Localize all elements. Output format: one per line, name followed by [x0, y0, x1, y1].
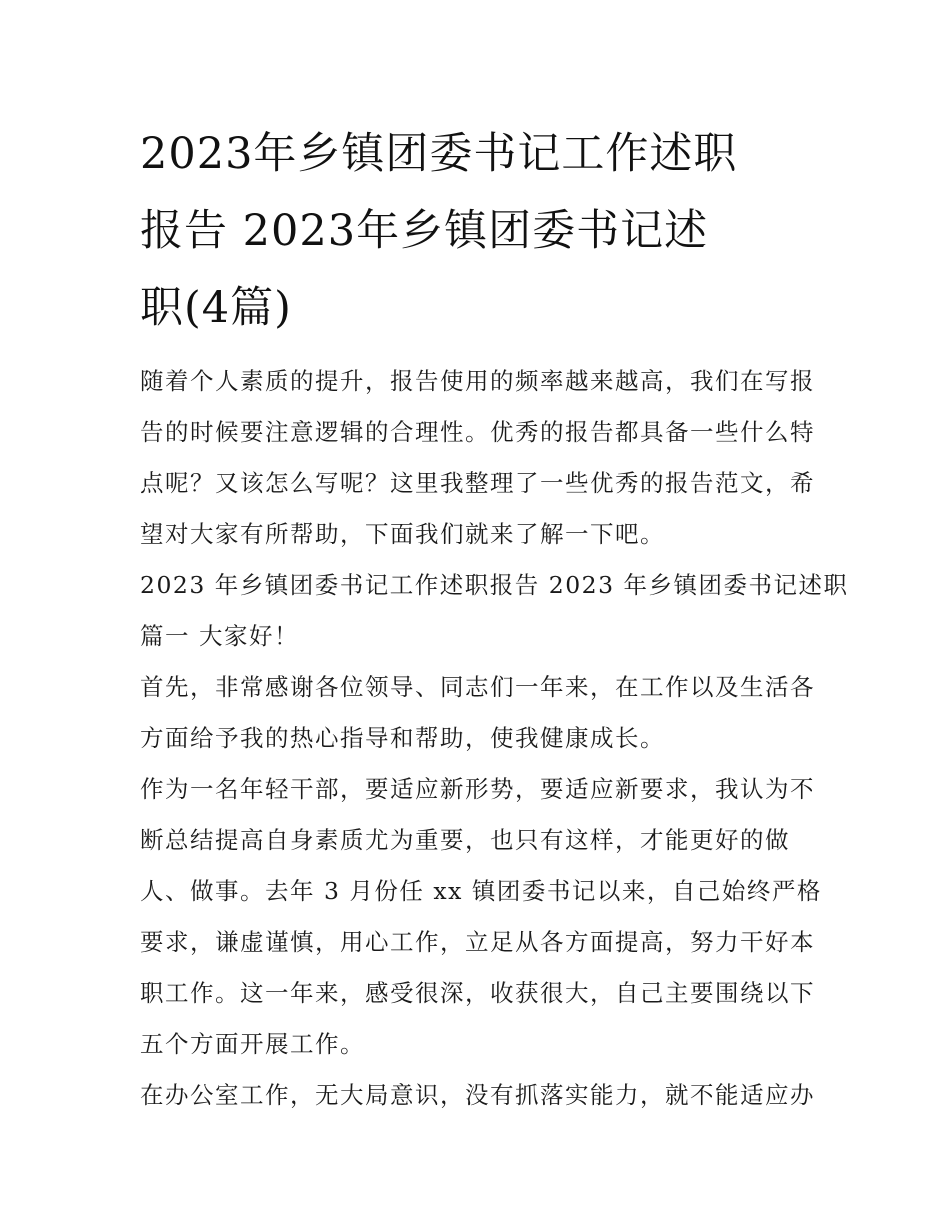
paragraph-line: 2023 年乡镇团委书记工作述职报告 2023 年乡镇团委书记述职: [140, 571, 849, 599]
paragraph-thanks: [140, 662, 820, 764]
paragraph-line: 篇一 大家好！: [140, 622, 299, 650]
title-line-2: 报告 2023年乡镇团委书记述: [140, 206, 709, 256]
title-line-1: 2023年乡镇团委书记工作述职: [140, 129, 738, 179]
document-body: [140, 356, 849, 1121]
document-title: [140, 116, 820, 347]
paragraph-line: 要求，谦虚谨慎，用心工作，立足从各方面提高，努力干好本: [140, 928, 815, 956]
paragraph-self-summary: [140, 764, 820, 1070]
paragraph-line: 点呢？又该怎么写呢？这里我整理了一些优秀的报告范文，希: [140, 469, 815, 497]
paragraph-line: 职工作。这一年来，感受很深，收获很大，自己主要围绕以下: [140, 979, 815, 1007]
paragraph-line: 望对大家有所帮助，下面我们就来了解一下吧。: [140, 520, 665, 548]
paragraph-intro: [140, 356, 820, 560]
paragraph-line: 告的时候要注意逻辑的合理性。优秀的报告都具备一些什么特: [140, 418, 815, 446]
paragraph-line: 作为一名年轻干部，要适应新形势，要适应新要求，我认为不: [140, 775, 815, 803]
paragraph-heading: [140, 560, 849, 662]
paragraph-office-work: [140, 1070, 820, 1121]
paragraph-line: 断总结提高自身素质尤为重要，也只有这样，才能更好的做: [140, 826, 790, 854]
paragraph-line: 在办公室工作，无大局意识，没有抓落实能力，就不能适应办: [140, 1081, 815, 1109]
paragraph-line: 首先，非常感谢各位领导、同志们一年来，在工作以及生活各: [140, 673, 815, 701]
paragraph-line: 五个方面开展工作。: [140, 1030, 365, 1058]
paragraph-line: 方面给予我的热心指导和帮助，使我健康成长。: [140, 724, 665, 752]
paragraph-line: 随着个人素质的提升，报告使用的频率越来越高，我们在写报: [140, 367, 815, 395]
paragraph-line: 人、做事。去年 3 月份任 xx 镇团委书记以来，自己始终严格: [140, 877, 822, 905]
title-line-3: 职(4篇): [140, 283, 292, 333]
